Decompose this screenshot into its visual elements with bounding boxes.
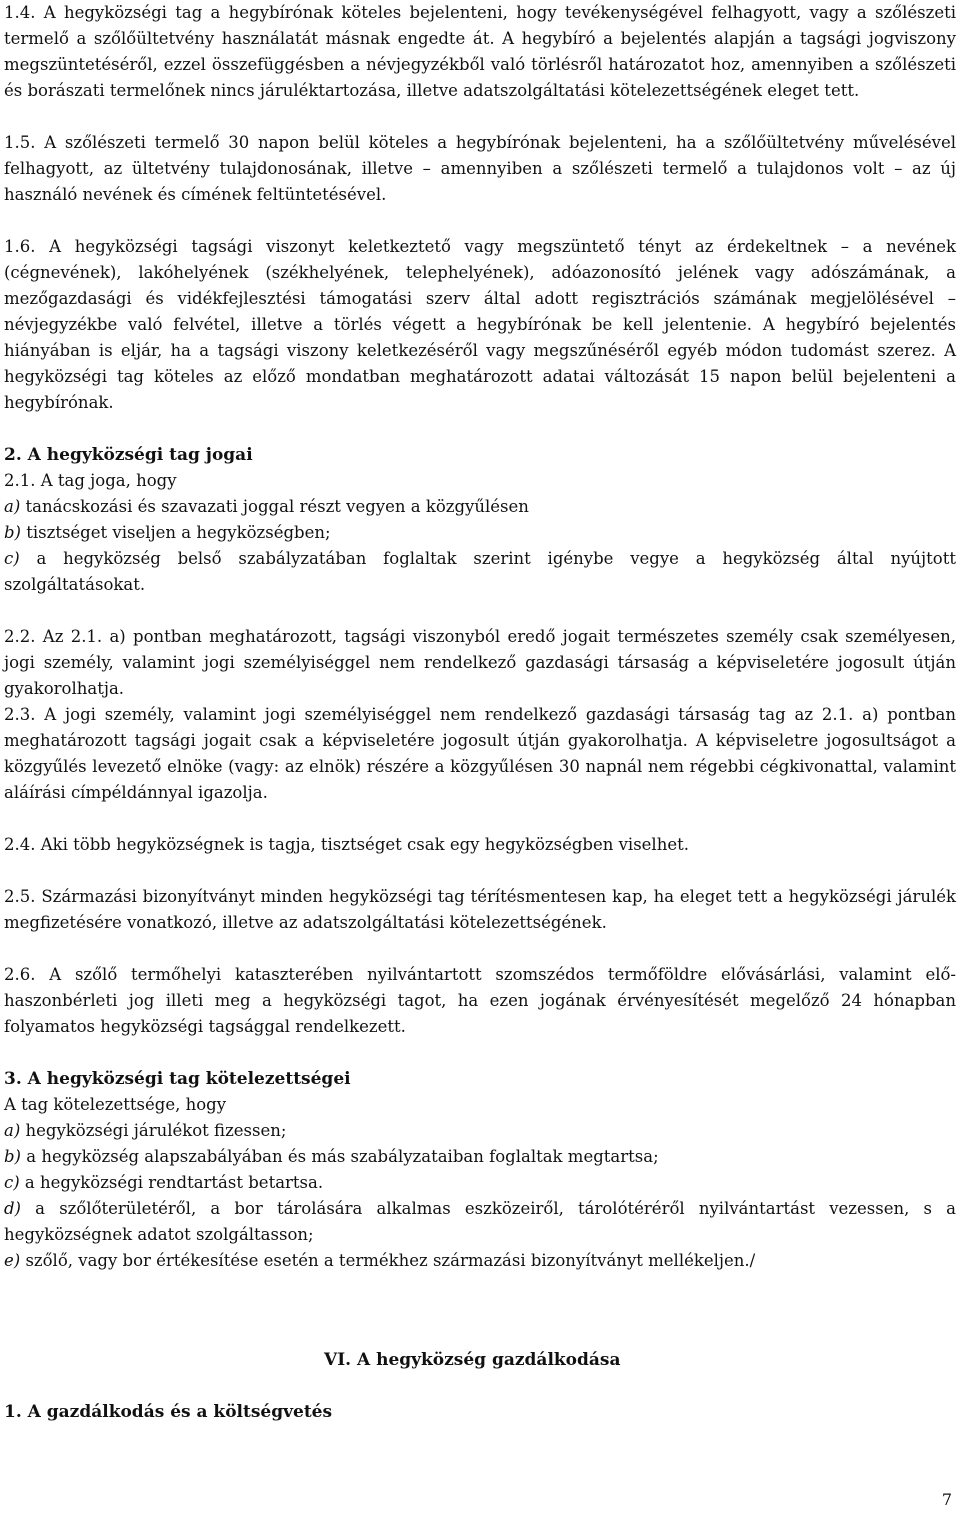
paragraph-2-4: 2.4. Aki több hegyközségnek is tagja, tisztséget csak egy hegyközségben viselhet. [4, 835, 689, 854]
list-item-3-c [4, 1170, 956, 1196]
paragraph-2-1: 2.1. A tag joga, hogy [4, 471, 177, 490]
list-item-3-a [4, 1118, 956, 1144]
document-body [4, 0, 956, 1274]
list-letter: e) [4, 1251, 21, 1270]
list-letter: d) [4, 1199, 21, 1218]
list-text: a hegyközség belső szabályzatában foglaltak szerint igénybe vegye a hegyközség által nyújtott szolgáltatásokat. [4, 549, 956, 594]
list-text: a szőlőterületéről, a bor tárolására alkalmas eszközeiről, tárolótéréről nyilvántartást vezessen, s a hegyközségnek adatot szolgáltasson; [4, 1199, 956, 1244]
section-2-heading: 2. A hegyközségi tag jogai [4, 445, 253, 465]
paragraph-1-5: 1.5. A szőlészeti termelő 30 napon belül köteles a hegybírónak bejelenteni, ha a szőlőültetvény művelésével felhagyott, az ültetvény tulajdonosának, illetve – amennyiben a szőlészeti termelő a tulajdonos volt – az új használó nevének és címének feltüntetésével. [4, 133, 956, 204]
paragraph-1-6: 1.6. A hegyközségi tagsági viszonyt keletkeztető vagy megszüntető tényt az érdekeltnek – a nevének (cégnevének), lakóhelyének (székhelyének, telephelyének), adóazonosító jelének vagy adószámának, a mezőgazdasági és vidékfejlesztési támogatási szerv által adott regisztrációs számának megjelölésével – névjegyzékbe való felvétel, illetve a törlés végett a hegybírónak be kell jelentenie. A hegybíró bejelentés hiányában is eljár, ha a tagsági viszony keletkezéséről vagy megszűnéséről egyéb módon tudomást szerez. A hegyközségi tag köteles az előző mondatban meghatározott adatai változását 15 napon belül bejelenteni a hegybírónak. [4, 237, 956, 412]
list-item-3-d [4, 1196, 956, 1248]
list-letter: b) [4, 523, 21, 542]
list-letter: c) [4, 549, 20, 568]
paragraph-2-6: 2.6. A szőlő termőhelyi kataszterében nyilvántartott szomszédos termőföldre elővásárlási, valamint elő-haszonbérleti jog illeti meg a hegyközségi tagot, ha ezen jogának érvényesítését megelőző 24 hónapban folyamatos hegyközségi tagsággal rendelkezett. [4, 965, 956, 1036]
page-number: 7 [941, 1490, 952, 1509]
list-letter: a) [4, 497, 21, 516]
list-item-3-b [4, 1144, 956, 1170]
list-item-2-1-c [4, 546, 956, 598]
paragraph-1-4: 1.4. A hegyközségi tag a hegybírónak köteles bejelenteni, hogy tevékenységével felhagyott, vagy a szőlészeti termelő a szőlőültetvény használatát másnak engedte át. A hegybíró a bejelentés alapján a tagsági jogviszony megszüntetéséről, ezzel összefüggésben a névjegyzékből való törlésről határozatot hoz, amennyiben a szőlészeti és borászati termelőnek nincs járuléktartozása, illetve adatszolgáltatási kötelezettségének eleget tett. [4, 3, 956, 100]
list-text: szőlő, vagy bor értékesítése esetén a termékhez származási bizonyítványt mellékeljen./ [20, 1251, 756, 1270]
list-text: tanácskozási és szavazati joggal részt vegyen a közgyűlésen [20, 497, 529, 516]
list-letter: c) [4, 1173, 20, 1192]
list-item-2-1-a [4, 494, 956, 520]
list-text: a hegyközség alapszabályában és más szabályzataiban foglaltak megtartsa; [21, 1147, 659, 1166]
list-text: tisztséget viseljen a hegyközségben; [21, 523, 331, 542]
list-item-2-1-b [4, 520, 956, 546]
chapter-title: VI. A hegyközség gazdálkodása [324, 1350, 621, 1370]
list-item-3-e [4, 1248, 956, 1274]
list-text: hegyközségi járulékot fizessen; [20, 1121, 287, 1140]
section-3-heading: 3. A hegyközségi tag kötelezettségei [4, 1069, 351, 1089]
subsection-title: 1. A gazdálkodás és a költségvetés [4, 1402, 333, 1422]
list-letter: a) [4, 1121, 21, 1140]
list-letter: b) [4, 1147, 21, 1166]
paragraph-2-2: 2.2. Az 2.1. a) pontban meghatározott, tagsági viszonyból eredő jogait természetes személy csak személyesen, jogi személy, valamint jogi személyiséggel nem rendelkező gazdasági társaság a képviseletére jogosult útján gyakorolhatja. [4, 627, 956, 698]
list-text: a hegyközségi rendtartást betartsa. [19, 1173, 324, 1192]
paragraph-3-intro: A tag kötelezettsége, hogy [4, 1095, 227, 1114]
paragraph-2-5: 2.5. Származási bizonyítványt minden hegyközségi tag térítésmentesen kap, ha eleget tett a hegyközségi járulék megfizetésére vonatkozó, illetve az adatszolgáltatási kötelezettségének. [4, 887, 956, 932]
paragraph-2-3: 2.3. A jogi személy, valamint jogi személyiséggel nem rendelkező gazdasági társaság tag az 2.1. a) pontban meghatározott tagsági jogait csak a képviseletére jogosult útján gyakorolhatja. A képviseletre jogosultságot a közgyűlés levezető elnöke (vagy: az elnök) részére a közgyűlésen 30 napnál nem régebbi cégkivonattal, valamint aláírási címpéldánnyal igazolja. [4, 705, 956, 802]
